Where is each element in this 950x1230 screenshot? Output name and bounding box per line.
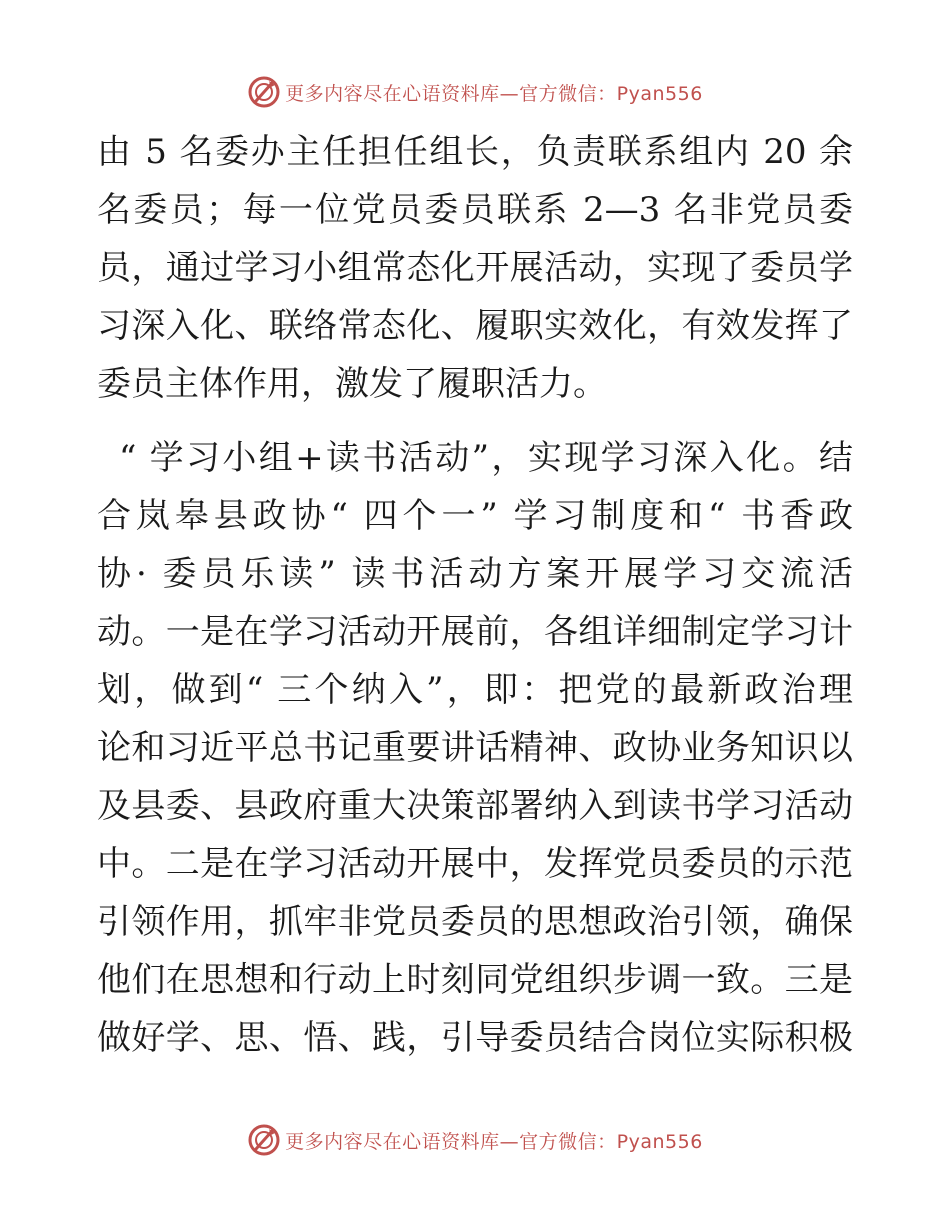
text-line: 委员主体作用，激发了履职活力。	[97, 364, 607, 404]
text-line: 合岚皋县政协“ 四个一” 学习制度和“ 书香政	[97, 496, 853, 536]
text-line: “ 学习小组+读书活动”，实现学习深入化。结	[119, 438, 853, 478]
text-line: 由 5 名委办主任担任组长，负责联系组内 20 余	[97, 132, 853, 172]
seal-logo-icon	[247, 75, 281, 109]
paragraph-gap	[97, 413, 853, 429]
document-body	[97, 123, 853, 1067]
text-line: 动。一是在学习活动开展前，各组详细制定学习计	[97, 612, 853, 652]
header-watermark	[0, 72, 950, 112]
text-line: 做好学、思、悟、践，引导委员结合岗位实际积极	[97, 1018, 853, 1058]
watermark-text: 更多内容尽在心语资料库—官方微信：Pyan556	[285, 82, 703, 105]
text-line: 引领作用，抓牢非党员委员的思想政治引领，确保	[97, 902, 853, 942]
text-line: 中。二是在学习活动开展中，发挥党员委员的示范	[97, 844, 853, 884]
text-line: 习深入化、联络常态化、履职实效化，有效发挥了	[97, 306, 853, 346]
watermark-text: 更多内容尽在心语资料库—官方微信：Pyan556	[285, 1130, 703, 1153]
text-line: 协· 委员乐读” 读书活动方案开展学习交流活	[97, 554, 853, 594]
text-line: 他们在思想和行动上时刻同党组织步调一致。三是	[97, 960, 853, 1000]
seal-logo-icon	[247, 1123, 281, 1157]
text-line: 员，通过学习小组常态化开展活动，实现了委员学	[97, 248, 853, 288]
footer-watermark	[0, 1120, 950, 1160]
paragraph	[97, 429, 853, 1067]
text-line: 论和习近平总书记重要讲话精神、政协业务知识以	[97, 728, 853, 768]
text-line: 名委员；每一位党员委员联系 2—3 名非党员委	[97, 190, 853, 230]
paragraph	[97, 123, 853, 413]
text-line: 及县委、县政府重大决策部署纳入到读书学习活动	[97, 786, 853, 826]
text-line: 划，做到“ 三个纳入”，即：把党的最新政治理	[97, 670, 853, 710]
